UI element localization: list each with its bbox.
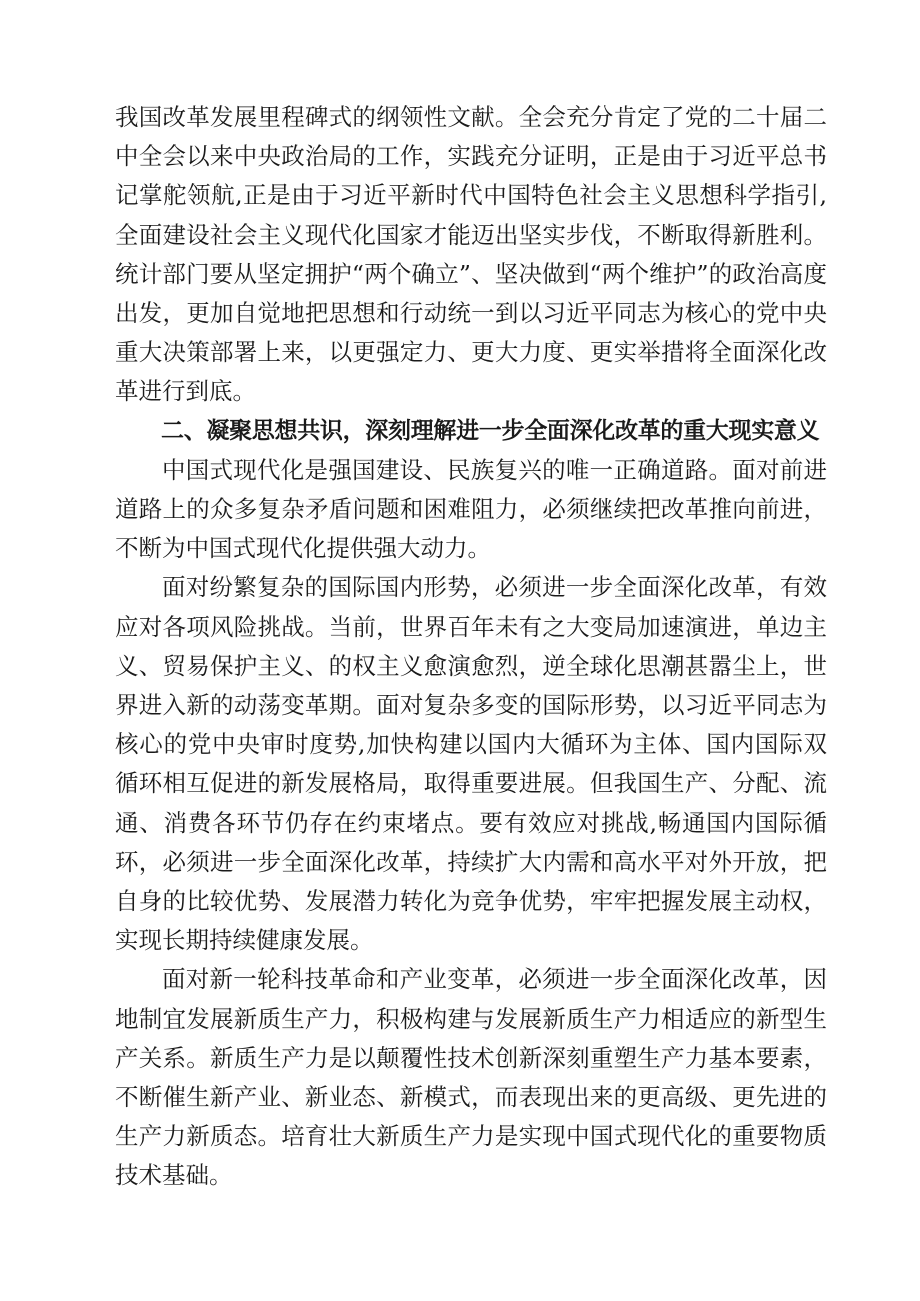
body-paragraph-1: 中国式现代化是强国建设、民族复兴的唯一正确道路。面对前进道路上的众多复杂矛盾问题和困难阻力，必须继续把改革推向前进，不断为中国式现代化提供强大动力。 <box>115 455 827 563</box>
body-paragraph-2: 面对纷繁复杂的国际国内形势，必须进一步全面深化改革，有效应对各项风险挑战。当前，世界百年未有之大变局加速演进，单边主义、贸易保护主义、的权主义愈演愈烈，逆全球化思潮甚嚣尘上，世界进入新的动荡变革期。面对复杂多变的国际形势，以习近平同志为核心的党中央审时度势,加快构建以国内大循环为主体、国内国际双循环相互促进的新发展格局，取得重要进展。但我国生产、分配、流通、消费各环节仍存在约束堵点。要有效应对挑战,畅通国内国际循环，必须进一步全面深化改革，持续扩大内需和高水平对外开放，把自身的比较优势、发展潜力转化为竞争优势，牢牢把握发展主动权，实现长期持续健康发展。 <box>115 573 827 955</box>
continuation-paragraph: 我国改革发展里程碑式的纲领性文献。全会充分肯定了党的二十届二中全会以来中央政治局的工作，实践充分证明，正是由于习近平总书记掌舵领航,正是由于习近平新时代中国特色社会主义思想科学指引,全面建设社会主义现代化国家才能迈出坚实步伐，不断取得新胜利。统计部门要从坚定拥护“两个确立”、坚决做到“两个维护”的政治高度出发，更加自觉地把思想和行动统一到以习近平同志为核心的党中央重大决策部署上来，以更强定力、更大力度、更实举措将全面深化改革进行到底。 <box>115 103 827 406</box>
document-body <box>115 98 827 1196</box>
body-paragraph-3: 面对新一轮科技革命和产业变革，必须进一步全面深化改革，因地制宜发展新质生产力，积极构建与发展新质生产力相适应的新型生产关系。新质生产力是以颠覆性技术创新深刻重塑生产力基本要素，不断催生新产业、新业态、新模式，而表现出来的更高级、更先进的生产力新质态。培育壮大新质生产力是实现中国式现代化的重要物质技术基础。 <box>115 965 827 1190</box>
section-heading: 二、凝聚思想共识，深刻理解进一步全面深化改革的重大现实意义 <box>161 417 820 444</box>
